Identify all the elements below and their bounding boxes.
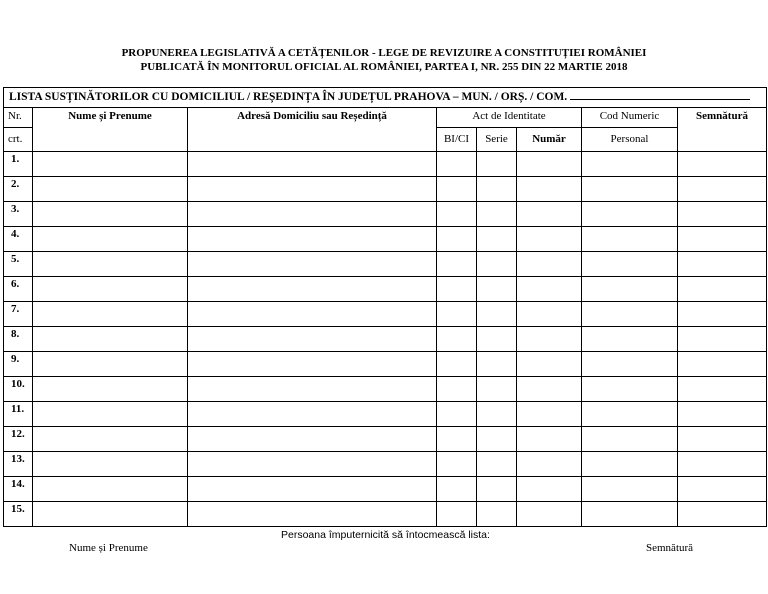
- bici-cell[interactable]: [437, 402, 477, 427]
- number-cell[interactable]: [517, 177, 582, 202]
- col-id-group-header: Act de Identitate: [437, 108, 582, 128]
- bici-cell[interactable]: [437, 152, 477, 177]
- bici-cell[interactable]: [437, 502, 477, 527]
- bici-cell[interactable]: [437, 477, 477, 502]
- signature-cell[interactable]: [678, 402, 767, 427]
- signature-cell[interactable]: [678, 452, 767, 477]
- header-line-2: PUBLICATĂ ÎN MONITORUL OFICIAL AL ROMÂNIEI, PARTEA I, NR. 255 DIN 22 MARTIE 2018: [140, 61, 628, 73]
- row-number: 1.: [4, 152, 33, 177]
- row-number: 2.: [4, 177, 33, 202]
- series-cell[interactable]: [477, 502, 517, 527]
- row-number: 7.: [4, 302, 33, 327]
- signature-cell[interactable]: [678, 427, 767, 452]
- table-row: [4, 202, 767, 227]
- signature-cell[interactable]: [678, 377, 767, 402]
- number-cell[interactable]: [517, 477, 582, 502]
- signature-cell[interactable]: [678, 277, 767, 302]
- name-cell[interactable]: [33, 277, 188, 302]
- table-row: [4, 252, 767, 277]
- table-row: [4, 477, 767, 502]
- document-header: [0, 46, 768, 74]
- address-cell[interactable]: [188, 477, 437, 502]
- row-number: 6.: [4, 277, 33, 302]
- name-cell[interactable]: [33, 477, 188, 502]
- number-cell[interactable]: [517, 427, 582, 452]
- name-cell[interactable]: [33, 152, 188, 177]
- cnp-cell[interactable]: [582, 352, 678, 377]
- series-cell[interactable]: [477, 477, 517, 502]
- number-cell[interactable]: [517, 277, 582, 302]
- address-cell[interactable]: [188, 402, 437, 427]
- signature-cell[interactable]: [678, 327, 767, 352]
- col-bici-header: BI/CI: [437, 128, 477, 152]
- signature-cell[interactable]: [678, 227, 767, 252]
- name-cell[interactable]: [33, 352, 188, 377]
- number-cell[interactable]: [517, 152, 582, 177]
- row-number: 10.: [4, 377, 33, 402]
- address-cell[interactable]: [188, 377, 437, 402]
- address-cell[interactable]: [188, 327, 437, 352]
- name-cell[interactable]: [33, 302, 188, 327]
- col-name-header: Nume și Prenume: [33, 108, 188, 152]
- bici-cell[interactable]: [437, 352, 477, 377]
- signature-cell[interactable]: [678, 152, 767, 177]
- name-cell[interactable]: [33, 452, 188, 477]
- signature-cell[interactable]: [678, 177, 767, 202]
- number-cell[interactable]: [517, 327, 582, 352]
- table-row: [4, 377, 767, 402]
- list-title-cell: [4, 88, 767, 108]
- number-cell[interactable]: [517, 202, 582, 227]
- name-label: Nume și Prenume: [69, 542, 148, 554]
- col-nr-header: Nr.: [4, 108, 33, 128]
- table-row: [4, 452, 767, 477]
- cnp-cell[interactable]: [582, 302, 678, 327]
- bici-cell[interactable]: [437, 327, 477, 352]
- address-cell[interactable]: [188, 302, 437, 327]
- table-row: [4, 502, 767, 527]
- address-cell[interactable]: [188, 277, 437, 302]
- supporters-table: [3, 87, 767, 527]
- col-address-header: Adresă Domiciliu sau Reședință: [188, 108, 437, 152]
- row-number: 14.: [4, 477, 33, 502]
- cnp-cell[interactable]: [582, 202, 678, 227]
- bici-cell[interactable]: [437, 227, 477, 252]
- locality-blank-line[interactable]: [570, 88, 750, 100]
- name-cell[interactable]: [33, 177, 188, 202]
- col-signature-header: Semnătură: [678, 108, 767, 152]
- signature-cell[interactable]: [678, 252, 767, 277]
- name-cell[interactable]: [33, 252, 188, 277]
- list-title: LISTA SUSȚINĂTORILOR CU DOMICILIUL / REȘEDINȚA ÎN JUDEȚUL PRAHOVA – MUN. / ORȘ. / COM.: [9, 91, 568, 103]
- series-cell[interactable]: [477, 452, 517, 477]
- series-cell[interactable]: [477, 277, 517, 302]
- name-cell[interactable]: [33, 327, 188, 352]
- row-number: 9.: [4, 352, 33, 377]
- row-number: 13.: [4, 452, 33, 477]
- address-cell[interactable]: [188, 452, 437, 477]
- cnp-cell[interactable]: [582, 152, 678, 177]
- series-cell[interactable]: [477, 252, 517, 277]
- cnp-cell[interactable]: [582, 377, 678, 402]
- cnp-cell[interactable]: [582, 327, 678, 352]
- series-cell[interactable]: [477, 227, 517, 252]
- table-row: [4, 327, 767, 352]
- signature-label: Semnătură: [646, 542, 694, 554]
- table-row: [4, 277, 767, 302]
- table-row: [4, 402, 767, 427]
- name-cell[interactable]: [33, 202, 188, 227]
- number-cell[interactable]: [517, 377, 582, 402]
- signature-cell[interactable]: [678, 302, 767, 327]
- bici-cell[interactable]: [437, 252, 477, 277]
- address-cell[interactable]: [188, 177, 437, 202]
- bici-cell[interactable]: [437, 452, 477, 477]
- bici-cell[interactable]: [437, 202, 477, 227]
- series-cell[interactable]: [477, 177, 517, 202]
- name-cell[interactable]: [33, 377, 188, 402]
- cnp-cell[interactable]: [582, 227, 678, 252]
- cnp-cell[interactable]: [582, 477, 678, 502]
- table-row: [4, 227, 767, 252]
- signature-cell[interactable]: [678, 202, 767, 227]
- address-cell[interactable]: [188, 502, 437, 527]
- address-cell[interactable]: [188, 202, 437, 227]
- number-cell[interactable]: [517, 502, 582, 527]
- name-cell[interactable]: [33, 402, 188, 427]
- col-series-header: Serie: [477, 128, 517, 152]
- number-cell[interactable]: [517, 302, 582, 327]
- series-cell[interactable]: [477, 427, 517, 452]
- series-cell[interactable]: [477, 302, 517, 327]
- bici-cell[interactable]: [437, 377, 477, 402]
- table-row: [4, 352, 767, 377]
- number-cell[interactable]: [517, 402, 582, 427]
- col-nr-header-crt: crt.: [4, 128, 33, 152]
- address-cell[interactable]: [188, 227, 437, 252]
- series-cell[interactable]: [477, 327, 517, 352]
- cnp-cell[interactable]: [582, 502, 678, 527]
- series-cell[interactable]: [477, 152, 517, 177]
- bici-cell[interactable]: [437, 277, 477, 302]
- cnp-cell[interactable]: [582, 177, 678, 202]
- cnp-cell[interactable]: [582, 427, 678, 452]
- table-row: [4, 152, 767, 177]
- col-cnp-header-personal: Personal: [582, 128, 678, 152]
- cnp-cell[interactable]: [582, 452, 678, 477]
- name-cell[interactable]: [33, 427, 188, 452]
- row-number: 11.: [4, 402, 33, 427]
- bici-cell[interactable]: [437, 427, 477, 452]
- address-cell[interactable]: [188, 427, 437, 452]
- number-cell[interactable]: [517, 452, 582, 477]
- bici-cell[interactable]: [437, 177, 477, 202]
- series-cell[interactable]: [477, 202, 517, 227]
- name-cell[interactable]: [33, 502, 188, 527]
- number-cell[interactable]: [517, 252, 582, 277]
- address-cell[interactable]: [188, 152, 437, 177]
- cnp-cell[interactable]: [582, 252, 678, 277]
- series-cell[interactable]: [477, 377, 517, 402]
- signature-cell[interactable]: [678, 477, 767, 502]
- row-number: 3.: [4, 202, 33, 227]
- row-number: 15.: [4, 502, 33, 527]
- number-cell[interactable]: [517, 227, 582, 252]
- series-cell[interactable]: [477, 402, 517, 427]
- table-row: [4, 427, 767, 452]
- row-number: 12.: [4, 427, 33, 452]
- table-row: [4, 302, 767, 327]
- table-row: [4, 177, 767, 202]
- col-number-header: Număr: [517, 128, 582, 152]
- cnp-cell[interactable]: [582, 402, 678, 427]
- row-number: 4.: [4, 227, 33, 252]
- row-number: 5.: [4, 252, 33, 277]
- col-cnp-header: Cod Numeric: [582, 108, 678, 128]
- address-cell[interactable]: [188, 252, 437, 277]
- signature-cell[interactable]: [678, 352, 767, 377]
- name-cell[interactable]: [33, 227, 188, 252]
- row-number: 8.: [4, 327, 33, 352]
- number-cell[interactable]: [517, 352, 582, 377]
- signature-cell[interactable]: [678, 502, 767, 527]
- bici-cell[interactable]: [437, 302, 477, 327]
- cnp-cell[interactable]: [582, 277, 678, 302]
- authorized-person-label: Persoana împuternicită să întocmească lista:: [281, 529, 490, 541]
- header-line-1: PROPUNEREA LEGISLATIVĂ A CETĂȚENILOR - LEGE DE REVIZUIRE A CONSTITUȚIEI ROMÂNIEI: [121, 47, 647, 59]
- series-cell[interactable]: [477, 352, 517, 377]
- address-cell[interactable]: [188, 352, 437, 377]
